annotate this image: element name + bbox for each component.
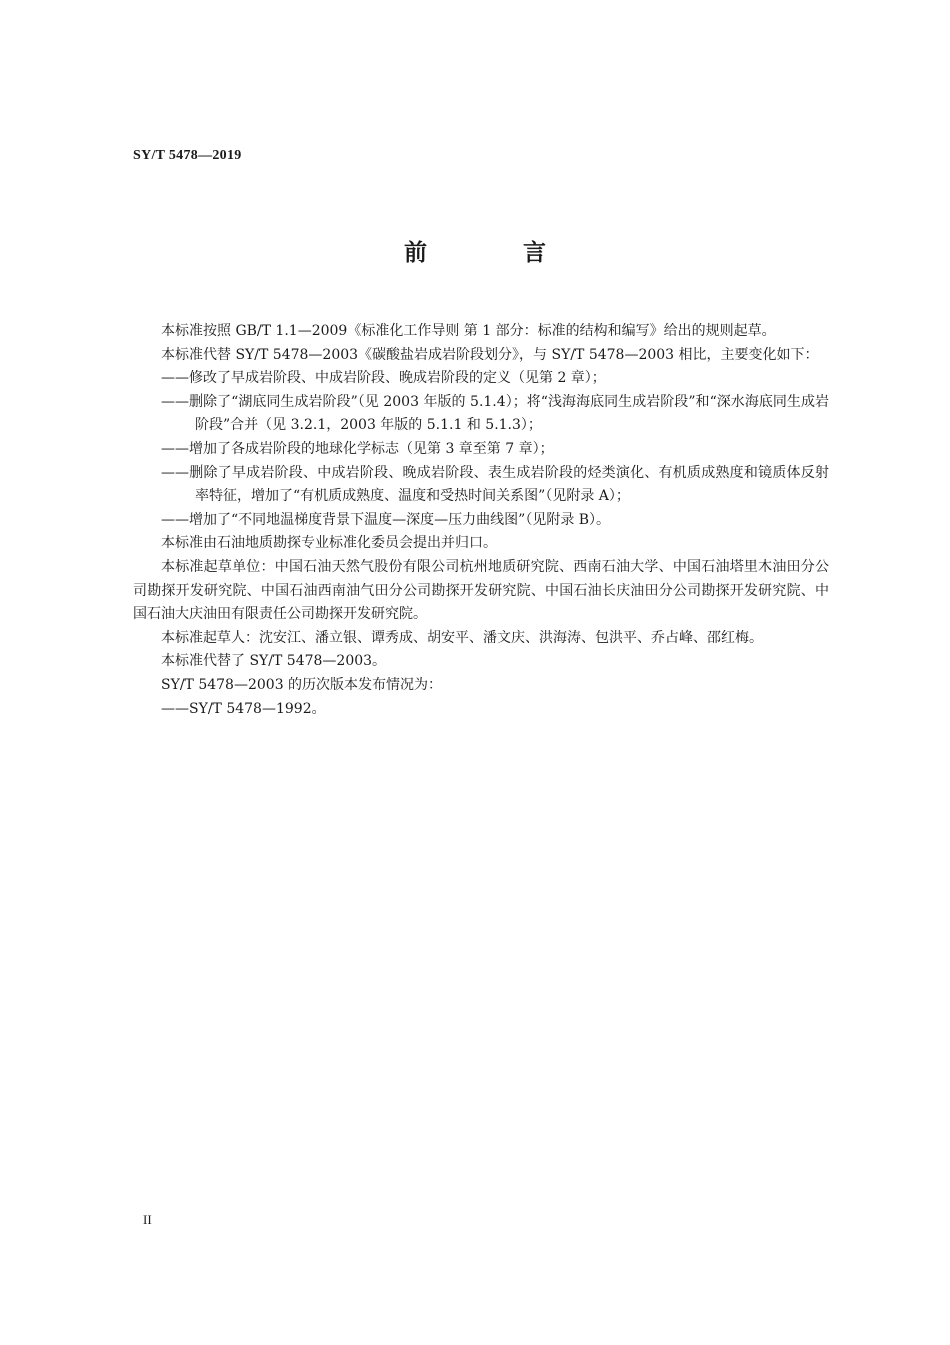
page-title: 前 言: [403, 240, 590, 266]
standard-code: SY/T 5478—2019: [133, 148, 242, 163]
change-item: ——删除了“湖底同生成岩阶段”（见 2003 年版的 5.1.4）；将“浅海海底同生成岩阶段”和“深水海底同生成岩阶段”合并（见 3.2.1，2003 年版的 5.1.1 和 5.1.3）；: [161, 393, 829, 434]
paragraph-history: SY/T 5478—2003 的历次版本发布情况为：: [161, 676, 443, 693]
paragraph-drafting-rules: 本标准按照 GB/T 1.1—2009《标准化工作导则 第 1 部分：标准的结构和编写》给出的规则起草。: [161, 323, 776, 339]
paragraph-superseded: 本标准代替了 SY/T 5478—2003。: [161, 653, 387, 670]
paragraph-replaces: 本标准代替 SY/T 5478—2003《碳酸盐岩成岩阶段划分》，与 SY/T 5478—2003 相比，主要变化如下：: [161, 346, 819, 363]
change-item: ——增加了“不同地温梯度背景下温度—深度—压力曲线图”（见附录 B）。: [161, 511, 611, 528]
paragraph-drafting-units: 本标准起草单位：中国石油天然气股份有限公司杭州地质研究院、西南石油大学、中国石油塔里木油田分公司勘探开发研究院、中国石油西南油气田分公司勘探开发研究院、中国石油长庆油田分公司勘探开发研究院、中国石油大庆油田有限责任公司勘探开发研究院。: [133, 558, 829, 623]
page-number: II: [143, 1212, 152, 1227]
history-item: ——SY/T 5478—1992。: [161, 700, 326, 717]
change-item: ——删除了早成岩阶段、中成岩阶段、晚成岩阶段、表生成岩阶段的烃类演化、有机质成熟度和镜质体反射率特征，增加了“有机质成熟度、温度和受热时间关系图”（见附录 A）；: [161, 464, 829, 505]
change-item: ——修改了早成岩阶段、中成岩阶段、晚成岩阶段的定义（见第 2 章）；: [161, 370, 606, 387]
paragraph-proposer: 本标准由石油地质勘探专业标准化委员会提出并归口。: [161, 535, 497, 552]
change-item: ——增加了各成岩阶段的地球化学标志（见第 3 章至第 7 章）；: [161, 440, 554, 457]
paragraph-drafters: 本标准起草人：沈安江、潘立银、谭秀成、胡安平、潘文庆、洪海涛、包洪平、乔占峰、邵红梅。: [161, 629, 763, 646]
foreword-body: [133, 320, 829, 721]
